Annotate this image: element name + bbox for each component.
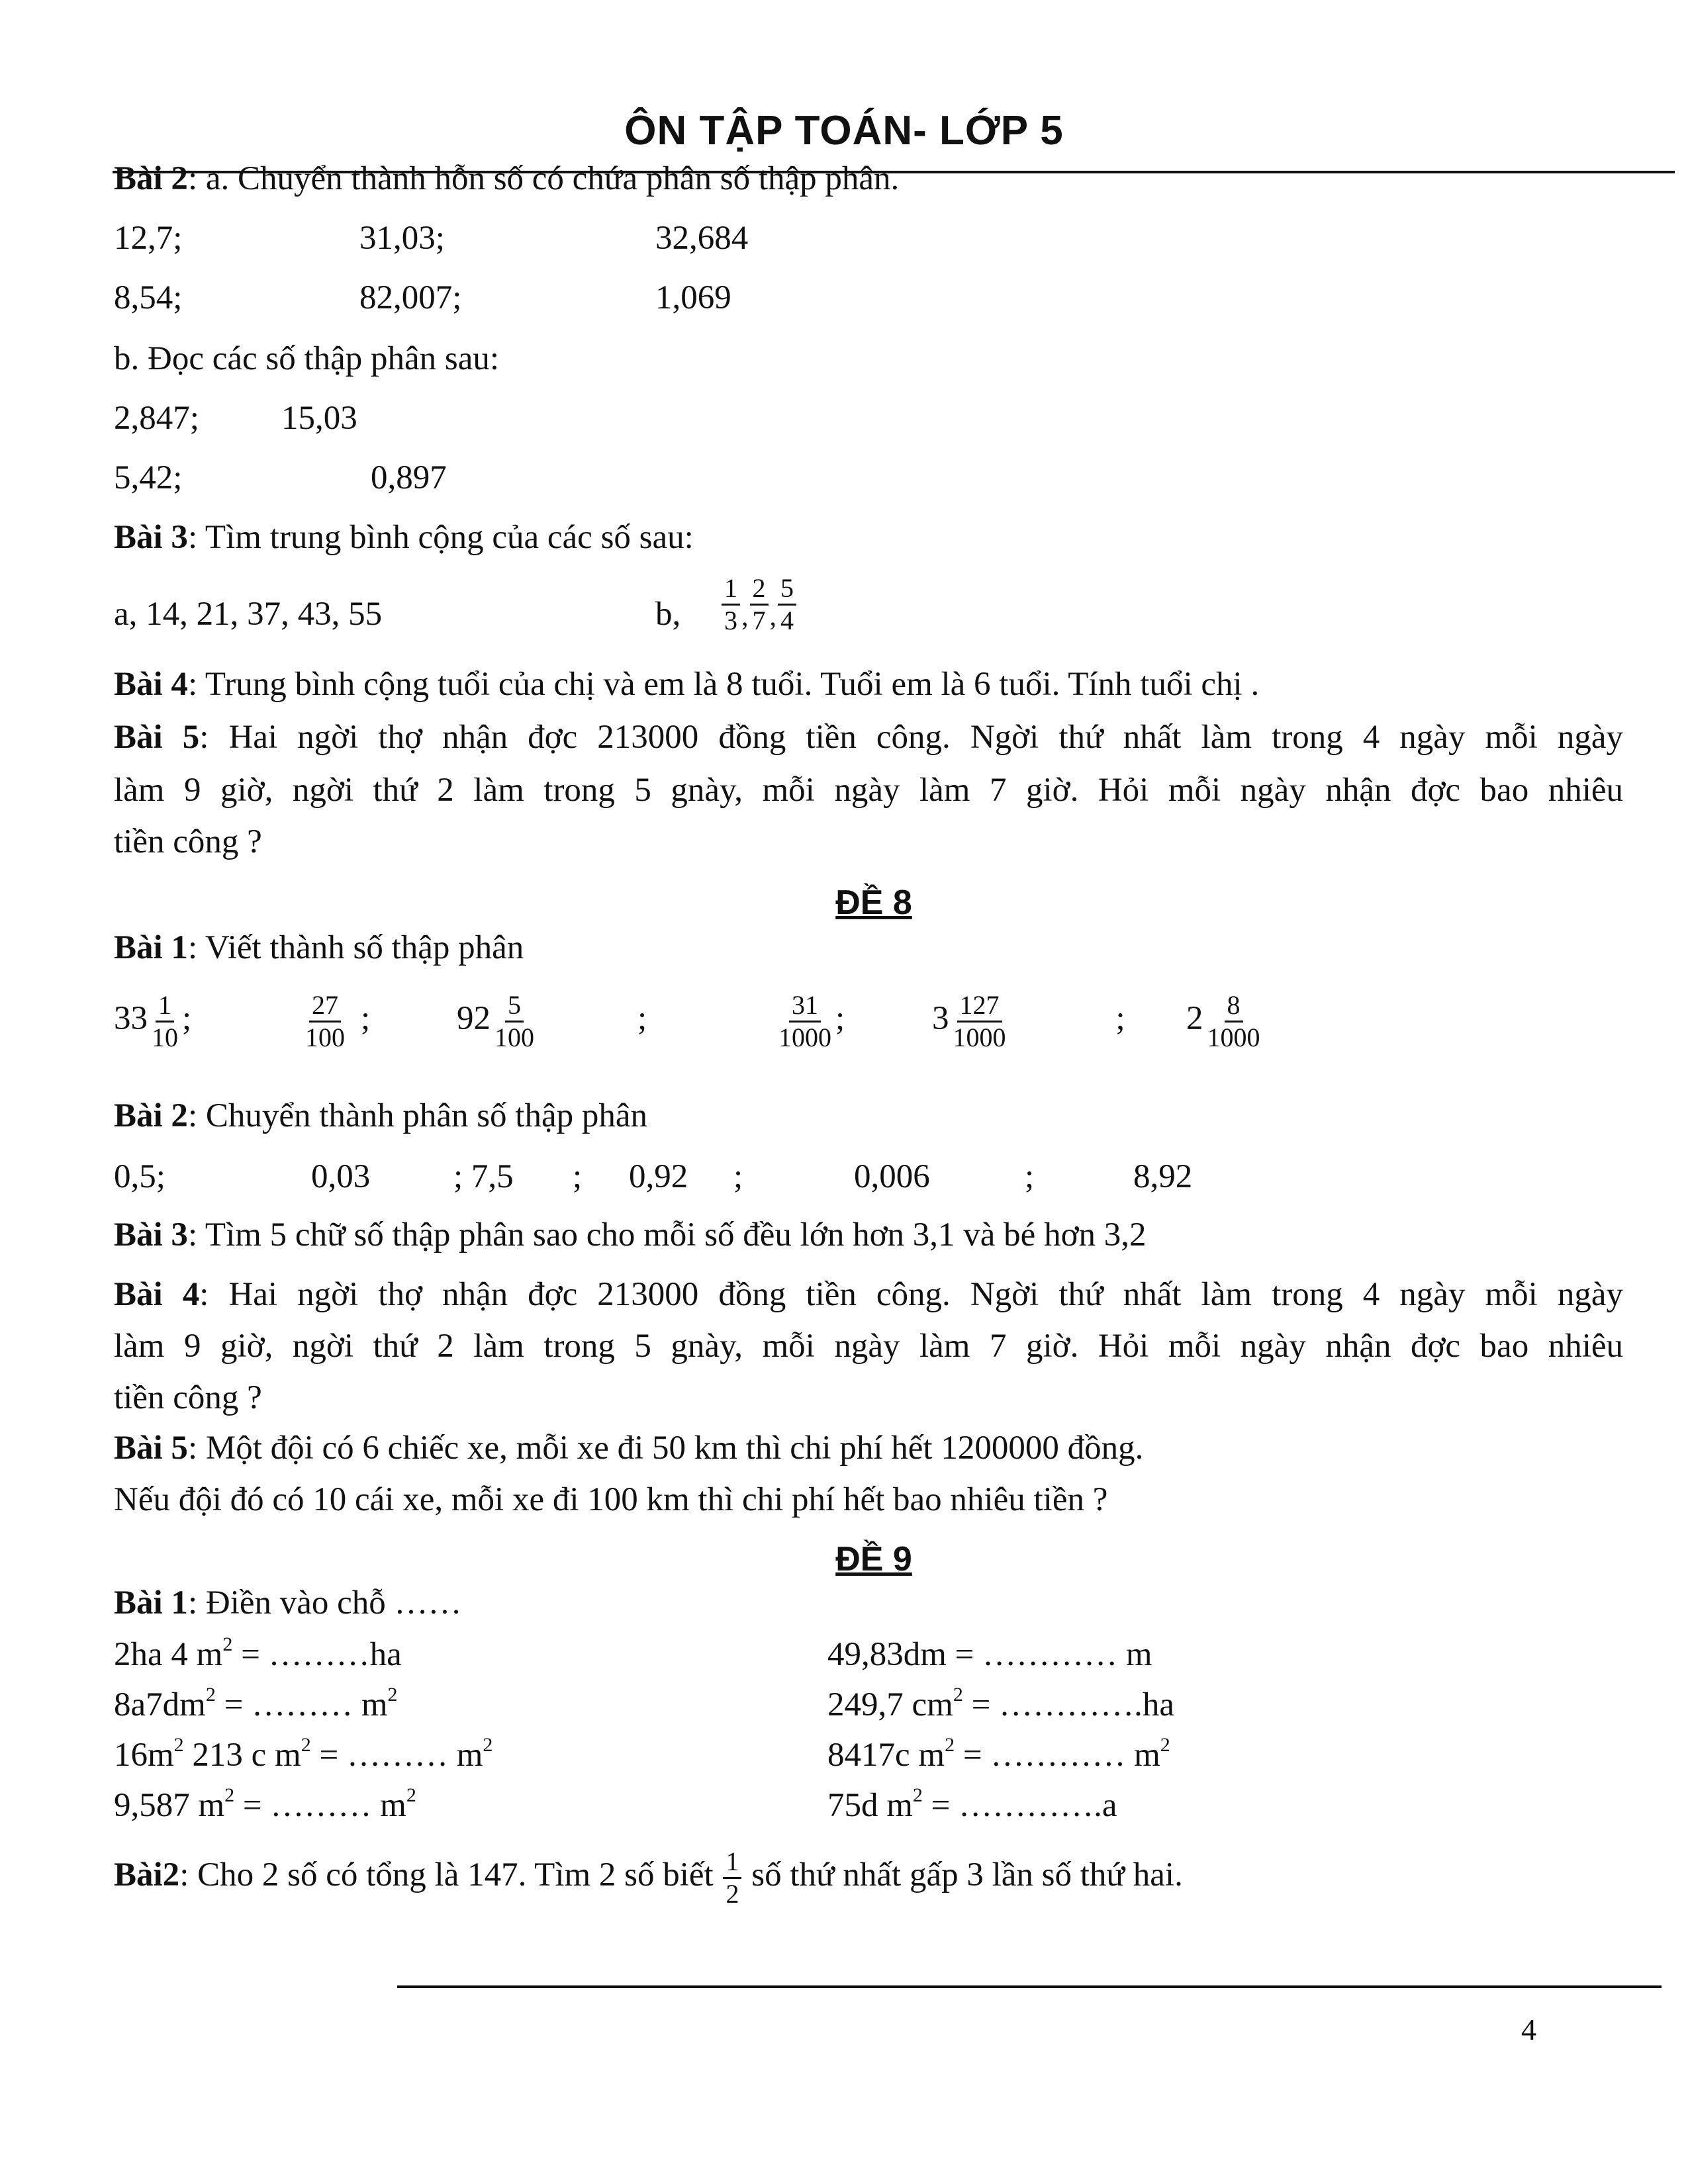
exercise-text: : Cho 2 số có tổng là 147. Tìm 2 số biết (179, 1856, 722, 1894)
denominator: 10 (152, 1023, 178, 1052)
separator: ; (1115, 1000, 1125, 1038)
number-row (114, 278, 182, 318)
separator: ; (361, 1000, 371, 1038)
de8-exercise-5-line-1 (114, 1428, 1143, 1468)
numerator: 1 (722, 573, 740, 606)
de8-exercise-4-line-1 (114, 1275, 1623, 1314)
mixed-number (457, 990, 647, 1053)
exercise-label: Bài2 (114, 1856, 180, 1894)
number-value: 32,684 (655, 220, 749, 257)
exercise-text: : Hai ngời thợ nhận đợc 213000 đồng tiền công. Ngời thứ nhất làm trong 4 ngày mỗi ngày (199, 1276, 1624, 1313)
conversion-text: 249,7 cm (827, 1686, 953, 1723)
number-value: 8,54; (114, 279, 183, 316)
exercise-5-line-1 (114, 717, 1623, 757)
decimal-value: 8,92 (1133, 1158, 1193, 1195)
de8-exercise-2-heading (114, 1096, 647, 1136)
exercise-text: : Viết thành số thập phân (187, 929, 524, 966)
conversion-item (827, 1635, 1152, 1674)
de8-exercise-4-line-3: tiền công ? (114, 1379, 262, 1416)
de8-exercise-1-heading (114, 928, 524, 968)
de8-exercise-4-line-2: làm 9 giờ, ngời thứ 2 làm trong 5 gnày, mỗi ngày làm 7 giờ. Hỏi mỗi ngày nhận đợc bao nhiêu (114, 1328, 1623, 1365)
mixed-number (301, 990, 370, 1053)
fraction (776, 990, 834, 1053)
exercise-4-heading (114, 664, 1259, 704)
number-value: 31,03; (359, 220, 445, 257)
exercise-text: a, 14, 21, 37, 43, 55 (114, 596, 383, 633)
separator: , (741, 602, 749, 633)
footer-divider (397, 1985, 1662, 1988)
number-value: 82,007; (359, 279, 462, 316)
number-row (655, 218, 748, 258)
separator: ; (835, 1000, 845, 1038)
conversion-text: = ……… m (234, 1787, 406, 1824)
separator: ; (1025, 1158, 1035, 1195)
page-number: 4 (1521, 2013, 1536, 2046)
exponent: 2 (173, 1734, 184, 1756)
separator: ; (637, 1000, 647, 1038)
exercise-5-line-3: tiền công ? (114, 823, 262, 860)
exponent: 2 (222, 1633, 233, 1655)
exercise-label: Bài 1 (114, 929, 188, 966)
fraction (149, 990, 181, 1053)
mixed-number (774, 990, 845, 1053)
fraction (492, 990, 537, 1053)
conversion-item (114, 1685, 398, 1725)
decimal-value: 0,03 (311, 1158, 371, 1195)
conversion-item (114, 1786, 416, 1825)
conversion-text: 213 c m (183, 1737, 301, 1774)
exponent: 2 (387, 1684, 398, 1706)
number-row (359, 278, 461, 318)
numerator: 127 (957, 990, 1002, 1023)
whole-part: 2 (1186, 1000, 1203, 1038)
conversion-text: = ……… m (310, 1737, 483, 1774)
exercise-text: số thứ nhất gấp 3 lần số thứ hai. (743, 1856, 1183, 1894)
exponent: 2 (912, 1784, 923, 1806)
conversion-item (827, 1735, 1170, 1775)
exercise-label: Bài 4 (114, 1276, 200, 1313)
exponent: 2 (224, 1784, 235, 1806)
exercise-label: Bài 3 (114, 519, 188, 556)
exercise-label: Bài 2 (114, 1097, 188, 1134)
exponent: 2 (483, 1734, 493, 1756)
fraction (303, 990, 348, 1053)
de8-exercise-3-heading (114, 1215, 1147, 1255)
fraction (951, 990, 1009, 1053)
separator: ; (573, 1158, 583, 1195)
denominator: 1000 (778, 1023, 831, 1052)
exponent: 2 (301, 1734, 311, 1756)
exercise-text: b. Đọc các số thập phân sau: (114, 340, 500, 377)
exercise-text: : Chuyển thành phân số thập phân (187, 1097, 647, 1134)
exercise-5-line-2: làm 9 giờ, ngời thứ 2 làm trong 5 gnày, mỗi ngày làm 7 giờ. Hỏi mỗi ngày nhận đợc bao nhiêu (114, 772, 1623, 809)
mixed-number (114, 990, 191, 1053)
numerator: 1 (723, 1846, 741, 1879)
conversion-text: 16m (114, 1737, 174, 1774)
fraction (778, 573, 796, 636)
number-value: 0,897 (371, 459, 447, 496)
denominator: 4 (780, 606, 794, 635)
number-value: 12,7; (114, 220, 183, 257)
number-row (359, 218, 445, 258)
conversion-text: = ……… m (215, 1686, 388, 1723)
fraction (1205, 990, 1263, 1053)
conversion-text: 9,587 m (114, 1787, 225, 1824)
denominator: 100 (305, 1023, 345, 1052)
exponent: 2 (205, 1684, 216, 1706)
exercise-text: : Trung bình cộng tuổi của chị và em là 8 tuổi. Tuổi em là 6 tuổi. Tính tuổi chị . (187, 666, 1260, 703)
number-value: 2,847; (114, 400, 199, 437)
numerator: 8 (1225, 990, 1243, 1023)
exponent: 2 (1160, 1734, 1170, 1756)
numerator: 1 (156, 990, 174, 1023)
whole-part: 3 (932, 1000, 949, 1038)
conversion-text: 75d m (827, 1787, 913, 1824)
fraction (722, 573, 740, 636)
conversion-text: 8417c m (827, 1737, 945, 1774)
conversion-item (827, 1786, 1117, 1825)
numerator: 2 (750, 573, 769, 606)
exercise-label: Bài 1 (114, 1584, 188, 1621)
decimal-value: 0,006 (854, 1158, 930, 1195)
separator: , (769, 602, 776, 633)
denominator: 1000 (1207, 1023, 1260, 1052)
exercise-label: Bài 3 (114, 1216, 188, 1253)
denominator: 100 (494, 1023, 534, 1052)
de8-exercise-5-line-2: Nếu đội đó có 10 cái xe, mỗi xe đi 100 km thì chi phí hết bao nhiêu tiền ? (114, 1481, 1108, 1518)
numerator: 27 (309, 990, 341, 1023)
conversion-item (827, 1685, 1174, 1725)
numerator: 5 (505, 990, 524, 1023)
conversion-item (114, 1735, 492, 1775)
exponent: 2 (406, 1784, 416, 1806)
mixed-number (1186, 990, 1264, 1053)
exponent: 2 (953, 1684, 963, 1706)
conversion-text: = ………….a (922, 1787, 1117, 1824)
separator: ; (182, 1000, 192, 1038)
exercise-text: : Một đội có 6 chiếc xe, mỗi xe đi 50 km thì chi phí hết 1200000 đồng. (187, 1430, 1144, 1467)
decimal-value: 0,5; (114, 1158, 165, 1195)
decimal-value: 0,92 (629, 1158, 688, 1195)
conversion-text: = ………… m (955, 1737, 1160, 1774)
number-value: 15,03 (281, 400, 357, 437)
denominator: 3 (724, 606, 737, 635)
mixed-number (932, 990, 1125, 1053)
exercise-text: : Tìm trung bình cộng của các số sau: (187, 519, 694, 556)
exercise-label: Bài 5 (114, 1430, 188, 1467)
conversion-text: = ………….ha (962, 1686, 1174, 1723)
exercise-text: : Tìm 5 chữ số thập phân sao cho mỗi số đều lớn hơn 3,1 và bé hơn 3,2 (187, 1216, 1147, 1253)
decimal-value: ; 7,5 (453, 1158, 514, 1195)
denominator: 1000 (953, 1023, 1006, 1052)
whole-part: 33 (114, 1000, 148, 1038)
section-title-de-9: ĐỀ 9 (835, 1540, 912, 1578)
number-row (114, 218, 182, 258)
page-title: ÔN TẬP TOÁN- LỚP 5 (624, 108, 1064, 154)
number-value: 5,42; (114, 459, 183, 496)
exercise-label: Bài 5 (114, 719, 200, 756)
exercise-text: : a. Chuyển thành hỗn số có chứa phân số thập phân. (187, 160, 900, 197)
exercise-text: b, (655, 596, 681, 633)
conversion-text: 2ha 4 m (114, 1636, 223, 1673)
conversion-text: 8a7dm (114, 1686, 206, 1723)
whole-part: 92 (457, 1000, 491, 1038)
exercise-2-heading (114, 159, 899, 199)
section-title-de-8: ĐỀ 8 (835, 884, 912, 922)
fraction (750, 573, 769, 636)
conversion-text: = ………ha (232, 1636, 402, 1673)
conversion-text: 49,83dm = ………… m (827, 1636, 1152, 1673)
denominator: 2 (726, 1879, 739, 1909)
de9-exercise-1-heading (114, 1583, 462, 1623)
denominator: 7 (752, 606, 766, 635)
separator: ; (733, 1158, 743, 1195)
numerator: 31 (789, 990, 821, 1023)
exercise-label: Bài 2 (114, 160, 188, 197)
number-row (655, 278, 731, 318)
exercise-text: : Hai ngời thợ nhận đợc 213000 đồng tiền công. Ngời thứ nhất làm trong 4 ngày mỗi ngày (199, 719, 1624, 756)
exponent: 2 (945, 1734, 955, 1756)
exercise-label: Bài 4 (114, 666, 188, 703)
de9-exercise-2 (114, 1846, 1183, 1909)
exercise-3-heading (114, 518, 694, 557)
fraction-list (720, 573, 798, 637)
number-value: 1,069 (655, 279, 731, 316)
numerator: 5 (778, 573, 796, 606)
fraction (723, 1846, 741, 1909)
conversion-item (114, 1635, 402, 1674)
exercise-text: : Điền vào chỗ …… (187, 1584, 462, 1621)
